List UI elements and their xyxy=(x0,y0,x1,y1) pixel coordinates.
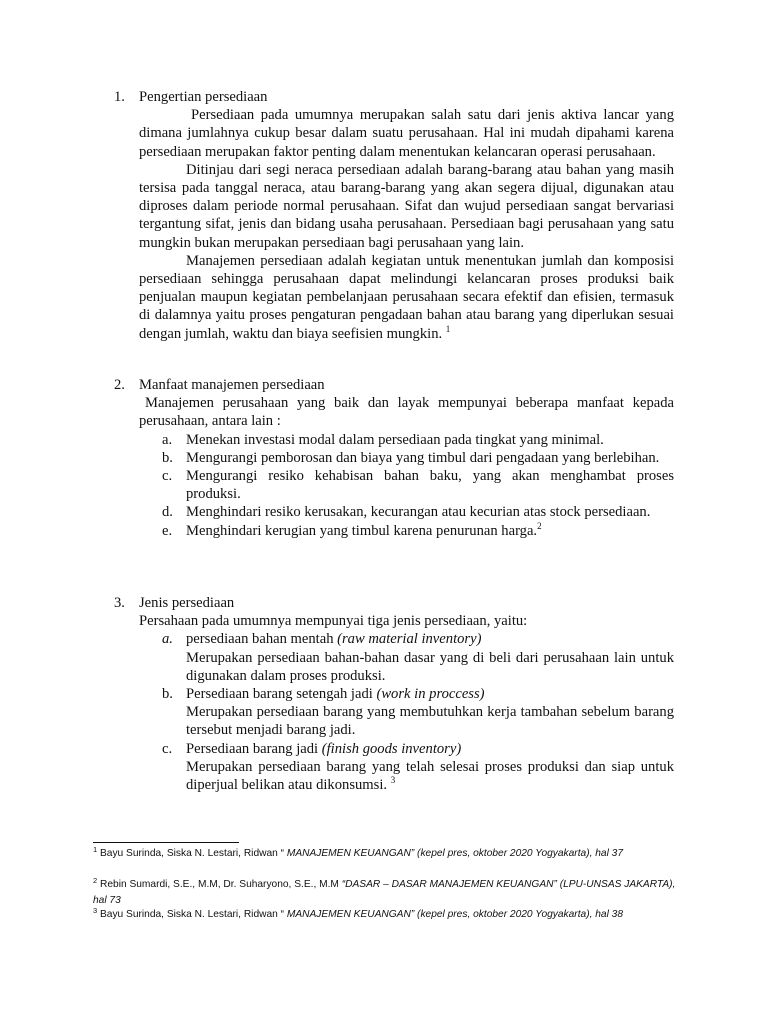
list-label: c. xyxy=(162,740,173,757)
footnote-text-italic: MANAJEMEN KEUANGAN” (kepel pres, oktober 2020 Yogyakarta), hal 37 xyxy=(286,848,624,859)
item-title: persediaan bahan mentah xyxy=(186,631,338,648)
item-description: Merupakan persediaan barang yang membutuhkan kerja tambahan sebelum barang tersebut menjadi barang jadi. xyxy=(186,704,674,739)
footnote-number: 3 xyxy=(93,906,98,915)
item-description: Merupakan persediaan barang yang telah selesai proses produksi dan siap untuk diperjual belikan atau dikonsumsi. $^3$ xyxy=(186,758,674,794)
footnote xyxy=(93,907,683,923)
footnote-number: 2 xyxy=(93,876,98,885)
item-title-italic: (finish goods inventory) xyxy=(321,740,462,757)
list-text: Menekan investasi modal dalam persediaan pada tingkat yang minimal. xyxy=(186,431,604,448)
list-text: Menghindari kerugian yang timbul karena penurunan harga. xyxy=(186,522,538,539)
section-number: 2. xyxy=(114,377,125,393)
list-item xyxy=(139,630,674,685)
list-label: b. xyxy=(162,686,173,702)
list-label: b. xyxy=(162,449,173,466)
list-text: Menghindari resiko kerusakan, kecurangan atau kecurian atas stock persediaan. xyxy=(186,504,651,521)
list-item xyxy=(139,503,674,521)
section-intro: Manajemen perusahaan yang baik dan layak mempunyai beberapa manfaat kepada perusahaan, antara lain : xyxy=(139,395,674,430)
item-title: Persediaan barang setengah jadi xyxy=(186,686,377,702)
footnote-ref[interactable]: 2 xyxy=(537,520,542,531)
benefit-list xyxy=(139,431,674,540)
footnote xyxy=(93,877,683,908)
section-heading: Jenis persediaan xyxy=(139,595,235,611)
footnote-number: 1 xyxy=(93,845,98,854)
item-title: Persediaan barang jadi xyxy=(186,740,322,757)
footnote-ref[interactable]: 1 xyxy=(445,323,451,334)
item-title-italic: (raw material inventory) xyxy=(337,631,482,648)
footnote-text: Rebin Sumardi, S.E., M.M, Dr. Suharyono, S.E., M.M xyxy=(97,879,342,890)
list-item xyxy=(139,685,674,740)
paragraph xyxy=(139,252,674,343)
section-heading: Pengertian persediaan xyxy=(139,89,268,105)
section-number: 3. xyxy=(114,595,125,611)
inventory-type-list xyxy=(139,630,674,794)
list-label: a. xyxy=(162,431,173,448)
list-label: c. xyxy=(162,468,173,484)
section-number: 1. xyxy=(114,89,125,105)
footnote-text: Bayu Surinda, Siska N. Lestari, Ridwan “ xyxy=(97,848,287,859)
footnote-text-italic: “DASAR – DASAR MANAJEMEN KEUANGAN” (LPU-UNSAS JAKARTA), hal 73 xyxy=(93,879,676,906)
list-item xyxy=(139,431,674,449)
paragraph-text: Manajemen persediaan adalah kegiatan untuk menentukan jumlah dan komposisi persediaan sehingga perusahaan dapat melindungi kelancaran proses produksi baik penjualan maupun kegiatan pembelanjaan perusahaan secara efektif dan efisien, termasuk di dalamnya yaitu proses pengaturan pengadaan bahan atau barang yang diperlukan sesuai dengan jumlah, waktu dan biaya seefisien mungkin. xyxy=(139,252,674,342)
paragraph: Persediaan pada umumnya merupakan salah satu dari jenis aktiva lancar yang dimana jumlahnya cukup besar dalam suatu perusahaan. Hal ini mudah dipahami karena persediaan merupakan faktor penting dalam menentukan kelancaran operasi perusahaan. xyxy=(139,107,674,160)
footnote-text-italic: MANAJEMEN KEUANGAN” (kepel pres, oktober 2020 Yogyakarta), hal 38 xyxy=(286,909,624,920)
footnote-text: Bayu Surinda, Siska N. Lestari, Ridwan “ xyxy=(97,909,287,920)
list-label: e. xyxy=(162,522,173,539)
list-text: Mengurangi resiko kehabisan bahan baku, yang akan menghambat proses produksi. xyxy=(186,468,674,503)
list-item xyxy=(139,740,674,795)
list-text: Mengurangi pemborosan dan biaya yang timbul dari pengadaan yang berlebihan. xyxy=(186,449,660,466)
list-item xyxy=(139,449,674,467)
footnote-separator xyxy=(93,842,239,843)
footnote xyxy=(93,846,683,862)
list-label: a. xyxy=(162,631,173,648)
footnote-ref[interactable]: 3 xyxy=(390,775,396,786)
item-title-italic: (work in proccess) xyxy=(376,686,485,702)
list-item xyxy=(139,522,674,540)
item-description: Merupakan persediaan bahan-bahan dasar yang di beli dari perusahaan lain untuk digunakan dalam proses produksi. xyxy=(186,649,674,684)
paragraph: Ditinjau dari segi neraca persediaan adalah barang-barang atau bahan yang masih tersisa pada tanggal neraca, atau barang-barang yang akan segera dijual, digunakan atau diproses dalam periode normal perusahaan. Sifat dan wujud persediaan sangat bervariasi tergantung sifat, jenis dan bidang usaha perusahaan. Persediaan bagi perusahaan yang satu mungkin bukan merupakan persediaan bagi perusahaan yang lain. xyxy=(139,161,674,251)
list-label: d. xyxy=(162,504,173,521)
list-item xyxy=(139,467,674,503)
section-heading: Manfaat manajemen persediaan xyxy=(139,377,325,393)
section-intro: Persahaan pada umumnya mempunyai tiga jenis persediaan, yaitu: xyxy=(139,613,528,630)
